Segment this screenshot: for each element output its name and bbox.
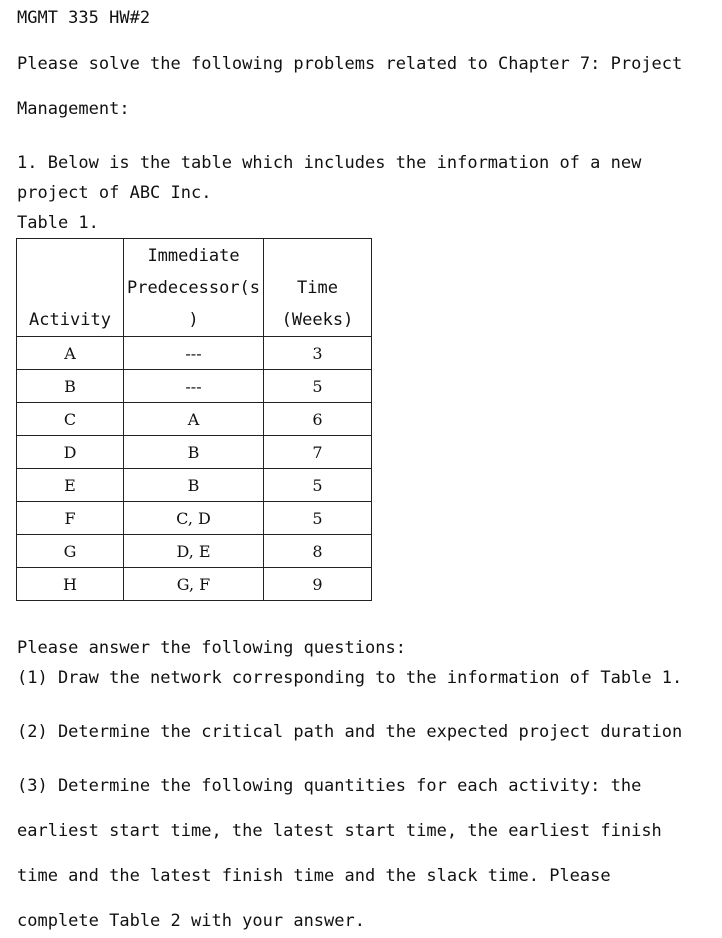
question-1-line-1: 1. Below is the table which includes the information of a new: [17, 153, 642, 173]
subquestion-2: (2) Determine the critical path and the expected project duration: [17, 722, 683, 742]
cell-activity: B: [17, 370, 124, 403]
subquestion-3-line-3: time and the latest finish time and the slack time. Please: [17, 866, 611, 886]
cell-time: 5: [264, 469, 372, 502]
activity-table: [16, 238, 372, 601]
cell-activity: G: [17, 535, 124, 568]
header-activity: Activity: [17, 239, 124, 337]
table-header-row: [17, 239, 372, 337]
table-row: [17, 436, 372, 469]
cell-time: 5: [264, 370, 372, 403]
table-row: [17, 337, 372, 370]
cell-predecessor: G, F: [124, 568, 264, 601]
cell-activity: C: [17, 403, 124, 436]
table-row: [17, 469, 372, 502]
table-row: [17, 535, 372, 568]
cell-time: 3: [264, 337, 372, 370]
cell-time: 7: [264, 436, 372, 469]
header-predecessors: Immediate Predecessor(s ): [124, 239, 264, 337]
table-row: [17, 568, 372, 601]
cell-predecessor: B: [124, 436, 264, 469]
cell-time: 5: [264, 502, 372, 535]
cell-time: 8: [264, 535, 372, 568]
cell-activity: A: [17, 337, 124, 370]
cell-predecessor: D, E: [124, 535, 264, 568]
table-row: [17, 370, 372, 403]
cell-predecessor: ---: [124, 370, 264, 403]
intro-text-line-1: Please solve the following problems related to Chapter 7: Project: [17, 54, 683, 74]
cell-time: 9: [264, 568, 372, 601]
table-row: [17, 502, 372, 535]
table-row: [17, 403, 372, 436]
cell-predecessor: ---: [124, 337, 264, 370]
cell-time: 6: [264, 403, 372, 436]
subquestion-1: (1) Draw the network corresponding to the information of Table 1.: [17, 668, 683, 688]
question-1-line-2: project of ABC Inc.: [17, 183, 212, 203]
cell-activity: D: [17, 436, 124, 469]
intro-text-line-2: Management:: [17, 99, 130, 119]
cell-activity: H: [17, 568, 124, 601]
subquestion-3-line-2: earliest start time, the latest start time, the earliest finish: [17, 821, 662, 841]
cell-activity: F: [17, 502, 124, 535]
cell-predecessor: C, D: [124, 502, 264, 535]
subquestion-3-line-1: (3) Determine the following quantities for each activity: the: [17, 776, 642, 796]
header-time: Time (Weeks): [264, 239, 372, 337]
cell-predecessor: B: [124, 469, 264, 502]
cell-activity: E: [17, 469, 124, 502]
course-title: MGMT 335 HW#2: [17, 8, 151, 28]
questions-intro: Please answer the following questions:: [17, 638, 406, 658]
cell-predecessor: A: [124, 403, 264, 436]
table-caption: Table 1.: [17, 213, 99, 233]
subquestion-3-line-4: complete Table 2 with your answer.: [17, 911, 365, 931]
